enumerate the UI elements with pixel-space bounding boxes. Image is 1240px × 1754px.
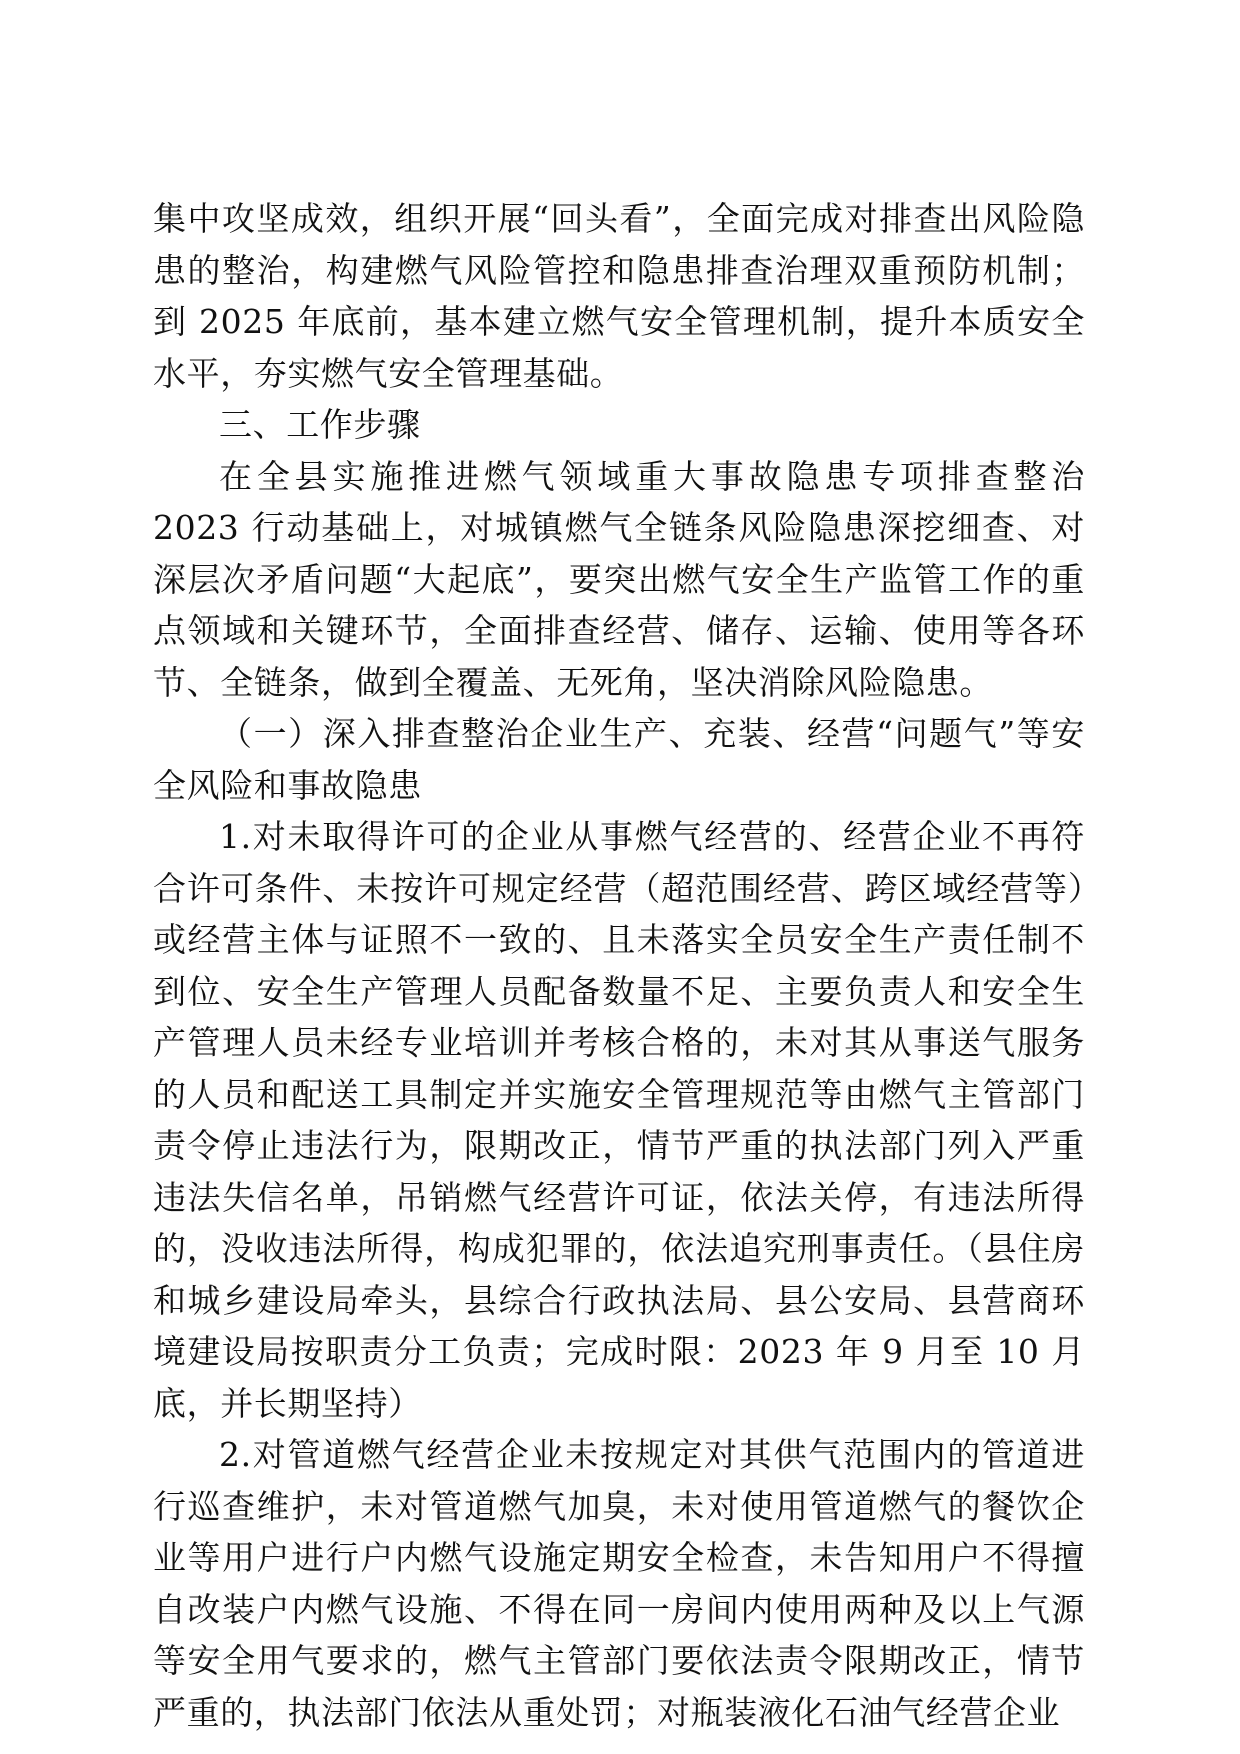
paragraph-continuation-goals: 集中攻坚成效，组织开展“回头看”，全面完成对排查出风险隐患的整治，构建燃气风险管控和隐患排查治理双重预防机制；到 2025 年底前，基本建立燃气安全管理机制，提升本质安全水平，夯实燃气安全管理基础。: [153, 199, 1085, 393]
subsection-heading-1: （一）深入排查整治企业生产、充装、经营“问题气”等安全风险和事故隐患: [153, 714, 1085, 805]
paragraph-work-steps-intro: 在全县实施推进燃气领域重大事故隐患专项排查整治 2023 行动基础上，对城镇燃气全链条风险隐患深挖细查、对深层次矛盾问题“大起底”，要突出燃气安全生产监管工作的重点领域和关键环节，全面排查经营、储存、运输、使用等各环节、全链条，做到全覆盖、无死角，坚决消除风险隐患。: [153, 456, 1085, 702]
document-body: [153, 193, 1085, 1738]
paragraph-item-2: 2.对管道燃气经营企业未按规定对其供气范围内的管道进行巡查维护，未对管道燃气加臭，未对使用管道燃气的餐饮企业等用户进行户内燃气设施定期安全检查，未告知用户不得擅自改装户内燃气设施、不得在同一房间内使用两种及以上气源等安全用气要求的，燃气主管部门要依法责令限期改正，情节严重的，执法部门依法从重处罚；对瓶装液化石油气经营企业: [153, 1435, 1085, 1732]
paragraph-item-1: 1.对未取得许可的企业从事燃气经营的、经营企业不再符合许可条件、未按许可规定经营（超范围经营、跨区域经营等）或经营主体与证照不一致的、且未落实全员安全生产责任制不到位、安全生产管理人员配备数量不足、主要负责人和安全生产管理人员未经专业培训并考核合格的，未对其从事送气服务的人员和配送工具制定并实施安全管理规范等由燃气主管部门责令停止违法行为，限期改正，情节严重的执法部门列入严重违法失信名单，吊销燃气经营许可证，依法关停，有违法所得的，没收违法所得，构成犯罪的，依法追究刑事责任。（县住房和城乡建设局牵头，县综合行政执法局、县公安局、县营商环境建设局按职责分工负责；完成时限：2023 年 9 月至 10 月底，并长期坚持）: [153, 817, 1085, 1423]
section-heading-work-steps: 三、工作步骤: [219, 405, 421, 444]
